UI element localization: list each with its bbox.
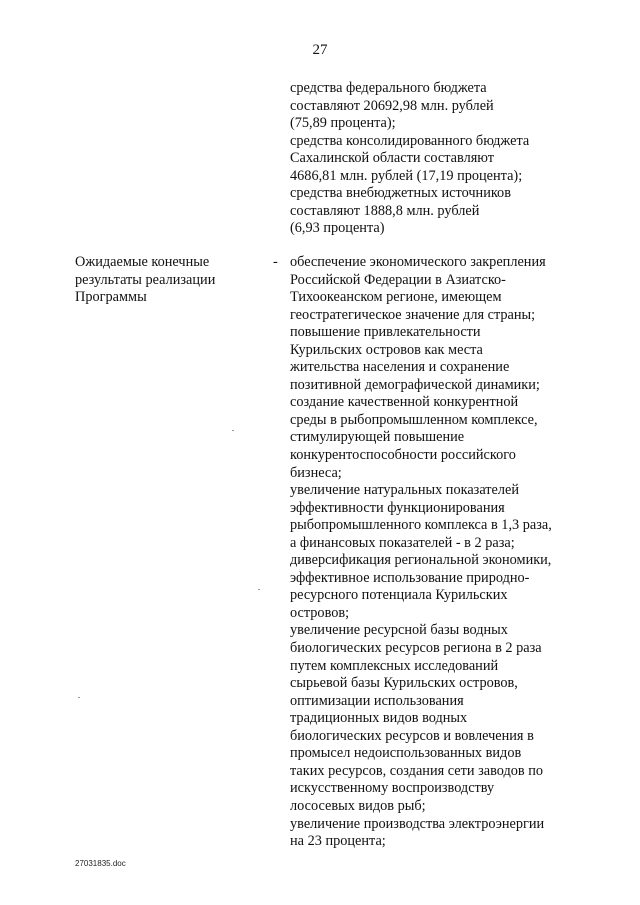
- text-line: позитивной демографической динамики;: [290, 376, 540, 393]
- text-line: жительства населения и сохранение: [290, 359, 510, 376]
- scan-speck: [78, 697, 80, 698]
- text-line: Российской Федерации в Азиатско-: [290, 271, 506, 288]
- text-line: сырьевой базы Курильских островов,: [290, 675, 518, 692]
- text-line: бизнеса;: [290, 464, 342, 481]
- text-line: составляют 20692,98 млн. рублей: [290, 97, 494, 114]
- scan-speck: [258, 589, 260, 590]
- text-line: биологических ресурсов региона в 2 раза: [290, 640, 542, 657]
- text-line: среды в рыбопромышленном комплексе,: [290, 411, 538, 428]
- text-line: стимулирующей повышение: [290, 429, 465, 446]
- text-line: рыбопромышленного комплекса в 1,3 раза,: [290, 517, 552, 534]
- text-line: оптимизации использования: [290, 692, 464, 709]
- page-number: 27: [312, 42, 328, 58]
- text-line: увеличение натуральных показателей: [290, 482, 520, 499]
- budget-sources-text: [290, 80, 610, 238]
- text-line: Тихоокеанском регионе, имеющем: [290, 289, 502, 306]
- text-line: эффективное использование природно-: [290, 569, 530, 586]
- text-line: биологических ресурсов и вовлечения в: [290, 727, 534, 744]
- text-line: 4686,81 млн. рублей (17,19 процента);: [290, 167, 523, 184]
- text-line: средства федерального бюджета: [290, 80, 487, 96]
- footer-file-name: 27031835.doc: [75, 859, 126, 868]
- text-line: составляют 1888,8 млн. рублей: [290, 202, 480, 219]
- text-line: таких ресурсов, создания сети заводов по: [290, 762, 544, 779]
- text-line: путем комплексных исследований: [290, 657, 499, 674]
- text-line: а финансовых показателей - в 2 раза;: [290, 534, 515, 551]
- text-line: лососевых видов рыб;: [290, 797, 426, 814]
- text-line: конкурентоспособности российского: [290, 447, 516, 464]
- label-line: Программы: [75, 289, 147, 306]
- text-line: Сахалинской области составляют: [290, 150, 495, 167]
- label-line: Ожидаемые конечные: [75, 254, 210, 270]
- text-line: увеличение производства электроэнергии: [290, 815, 545, 832]
- text-line: увеличение ресурсной базы водных: [290, 622, 508, 639]
- text-line: диверсификация региональной экономики,: [290, 552, 552, 569]
- text-line: на 23 процента;: [290, 833, 386, 850]
- text-line: островов;: [290, 604, 350, 621]
- text-line: геостратегическое значение для страны;: [290, 306, 536, 323]
- text-line: повышение привлекательности: [290, 324, 481, 341]
- text-line: средства консолидированного бюджета: [290, 132, 530, 149]
- row-dash: -: [273, 254, 278, 270]
- expected-results-label: [75, 254, 265, 307]
- text-line: ресурсного потенциала Курильских: [290, 587, 508, 604]
- text-line: Курильских островов как места: [290, 341, 483, 358]
- text-line: традиционных видов водных: [290, 710, 468, 727]
- text-line: (75,89 процента);: [290, 115, 396, 132]
- text-line: эффективности функционирования: [290, 499, 505, 516]
- text-line: (6,93 процента): [290, 220, 385, 237]
- scan-speck: [232, 430, 234, 431]
- text-line: промысел недоиспользованных видов: [290, 745, 522, 762]
- text-line: обеспечение экономического закрепления: [290, 254, 546, 270]
- text-line: средства внебюджетных источников: [290, 185, 511, 202]
- text-line: искусственному воспроизводству: [290, 780, 495, 797]
- expected-results-text: [290, 254, 610, 851]
- label-line: результаты реализации: [75, 271, 216, 288]
- text-line: создание качественной конкурентной: [290, 394, 519, 411]
